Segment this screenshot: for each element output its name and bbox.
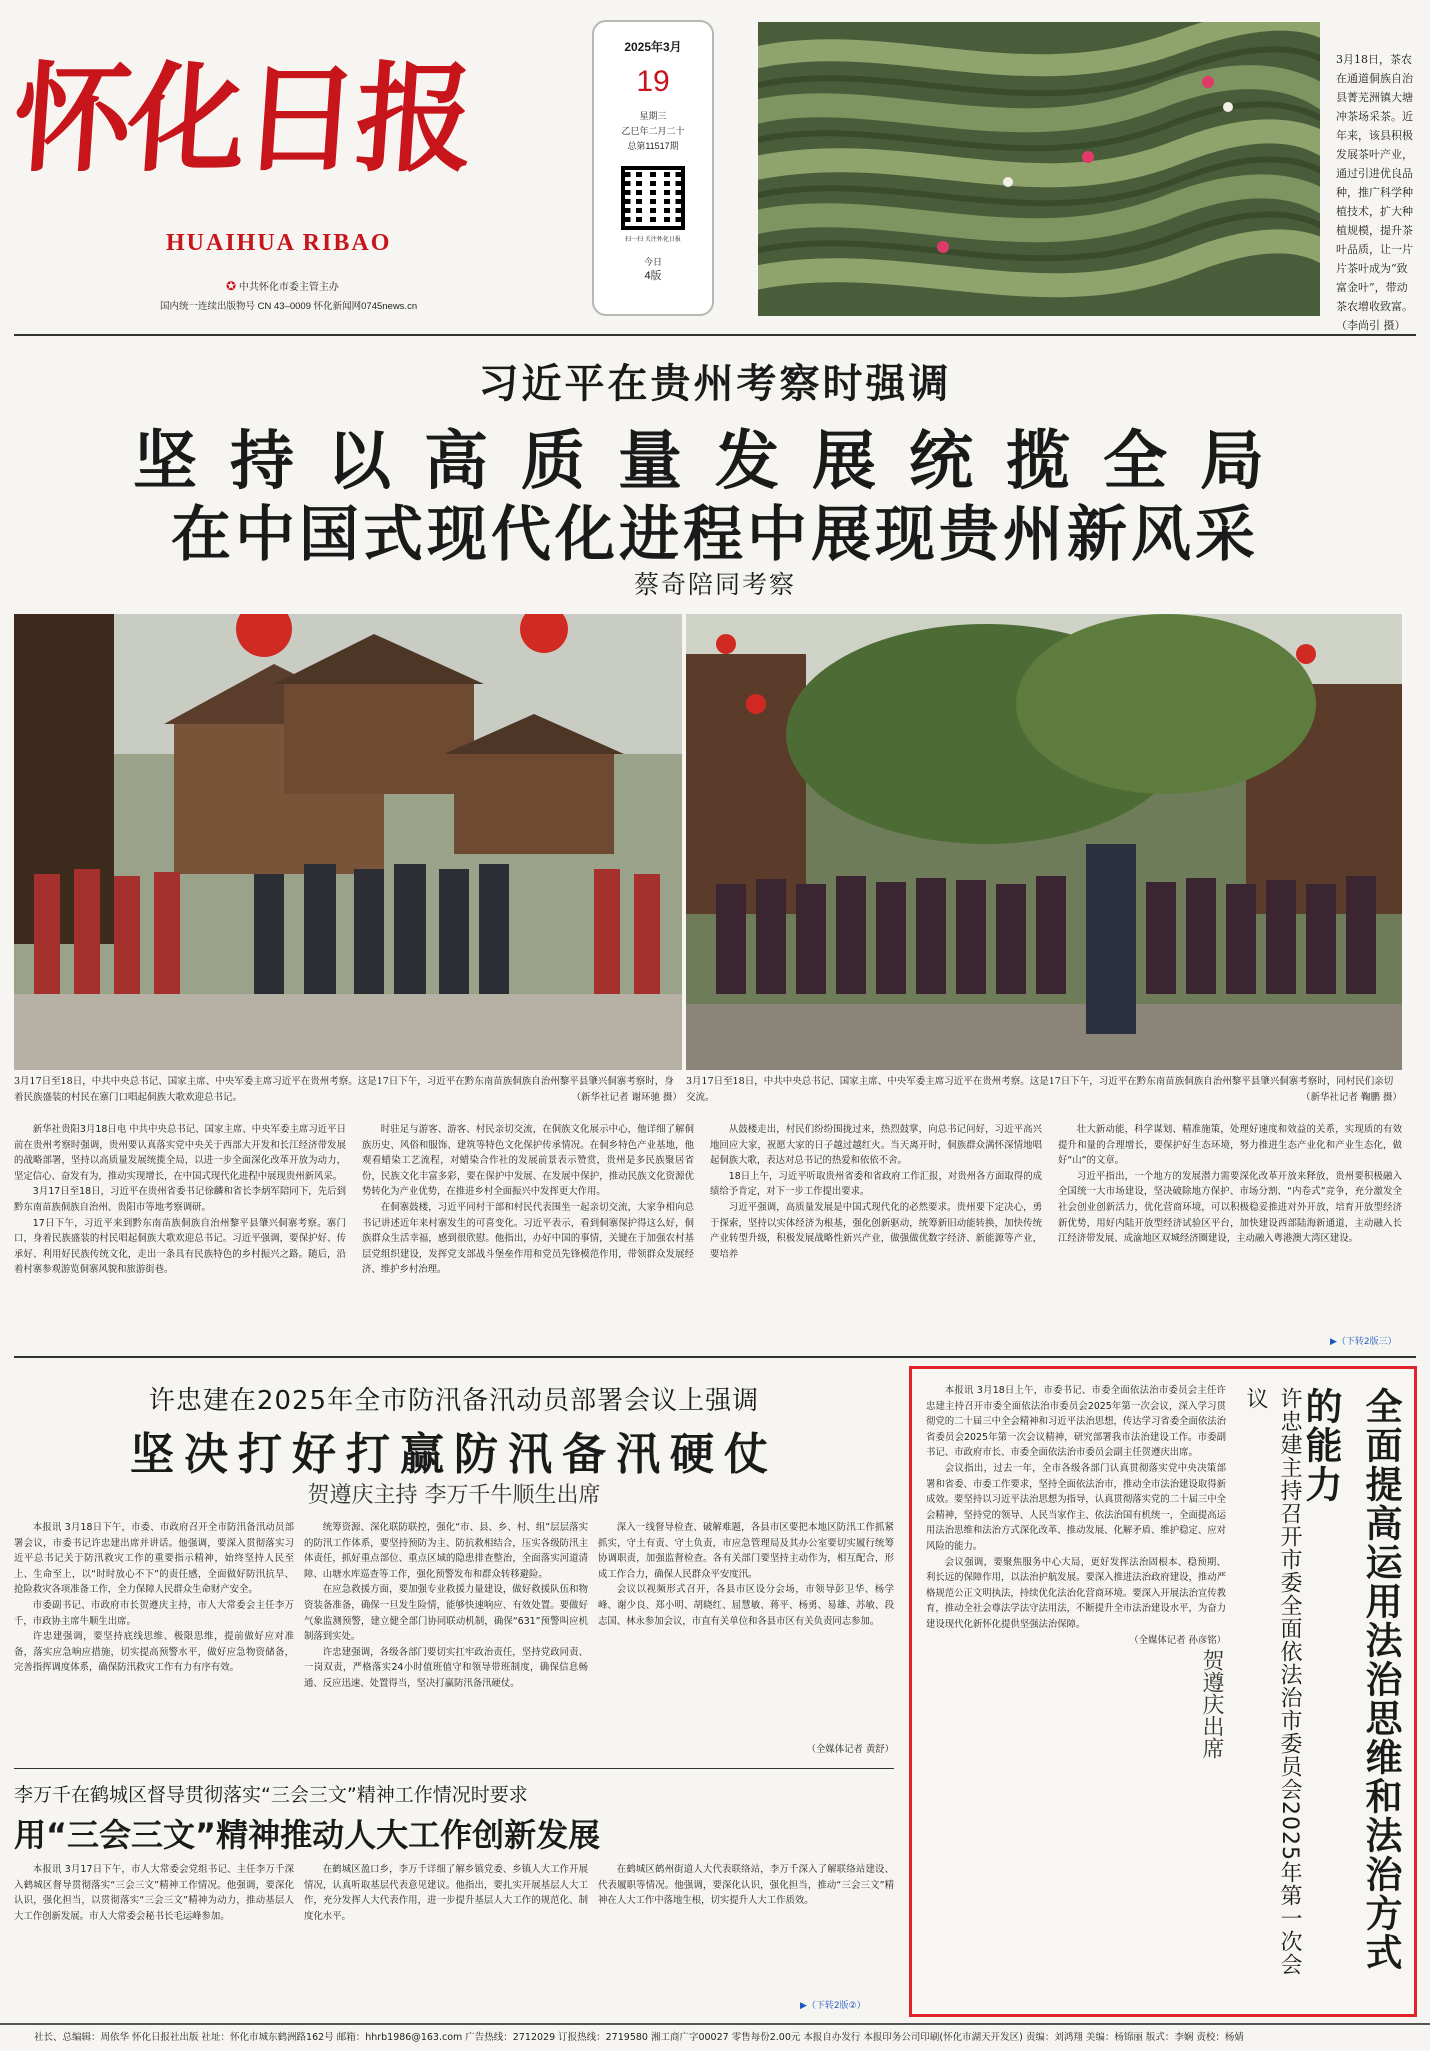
masthead-sponsor	[226, 278, 339, 293]
caption-left-text: 3月17日至18日，中共中央总书记、国家主席、中央军委主席习近平在贵州考察。这是17日下午，习近平在黔东南苗族侗族自治州黎平县肇兴侗寨考察时，身着民族盛装的村民在寨门口唱起侗族大歌欢迎总书记。	[14, 1076, 674, 1103]
lead-kicker: 习近平在贵州考察时强调	[478, 361, 952, 407]
lead-col2-p1: 时驻足与游客、游客、村民亲切交流，在侗族文化展示中心，他详细了解侗族历史、风俗和服饰、建筑等特色文化保护传承情况。在侗乡特色产业基地，他观看蜡染工艺流程，对蜡染合作社的发展前景表示赞赏，贵州是多民族聚居省份，民族文化丰富多彩，要在保护中发展、在发展中保护，推动民族文化资源优势转化为产业优势，在推进乡村全面振兴中发挥更大作用。	[362, 1124, 694, 1198]
lead-col4-p2: 习近平指出，一个地方的发展潜力需要深化改革开放来释放，贵州要积极融入全国统一大市场建设，坚决破除地方保护、市场分割、“内卷式”竞争，充分激发全社会创业创新活力，优化营商环境，可以积极稳妥推进对外开放，培育开放型经济新优势，用好内陆开放型经济试验区平台，加快建设西部陆海新通道，主动融入长江经济带发展、成渝地区双城经济圈建设，主动融入粤港澳大湾区建设。	[1058, 1170, 1402, 1245]
law-body-p2: 会议指出，过去一年，全市各级各部门认真贯彻落实党中央决策部署和省委、市委工作要求，坚持全面依法治市，推动全市法治建设取得新成效。要坚持以习近平法治思想为指导，认真贯彻落实党的二十届三中全会精神，坚持党的领导、人民当家作主、依法治国有机统一，全面提高运用法治思维和法治方式深化改革、推动发展、化解矛盾、维护稳定、应对风险的能力。	[926, 1462, 1226, 1552]
date-year-month: 2025年3月	[624, 40, 682, 54]
lead-column-2	[362, 1122, 694, 1348]
npc-headline: 用“三会三文”精神推动人大工作创新发展	[14, 1816, 601, 1854]
lead-column-4	[1058, 1122, 1402, 1332]
flood-col2-p2: 在应急救援方面，要加强专业救援力量建设，做好救援队伍和物资装备准备，确保一旦发生险情，能够快速响应、有效处置。要做好气象监测预警，建立健全部门协同联动机制，确保“631”预警叫应机制落到实处。	[304, 1584, 588, 1643]
flood-divider	[14, 1768, 894, 1769]
date-weekday: 星期三	[639, 111, 667, 121]
qr-caption: 扫一扫 关注怀化日报	[625, 237, 681, 243]
date-lunar: 乙巳年二月二十	[621, 126, 685, 136]
npc-column-2	[304, 1862, 588, 2012]
flood-column-2	[304, 1520, 588, 1756]
flood-column-3	[598, 1520, 894, 1742]
sponsor-text: 中共怀化市委主管主办	[238, 282, 339, 293]
lead-col1-p3: 17日下午，习近平来到黔东南苗族侗族自治州黎平县肇兴侗寨考察。寨门口，身着民族盛装的村民唱起侗族大歌欢迎总书记。习近平强调，要保护好、传承好、利用好民族传统文化，走出一条具有民族特色的乡村振兴之路。随后，沿着村寨参观游览侗寨风貌和旅游街巷。	[14, 1217, 346, 1276]
lead-continued-text: （下转2版三）	[1336, 1337, 1397, 1347]
npc-col1-p1: 本报讯 3月17日下午，市人大常委会党组书记、主任李万千深入鹤城区督导贯彻落实“三会三文”精神工作情况。他强调，要深化认识，强化担当，以贯彻落实“三会三文”精神为动力，推动基层人大工作创新发展。市人大常委会秘书长毛运峰参加。	[14, 1864, 294, 1922]
npc-col3-p1: 在鹤城区鹤州街道人大代表联络站，李万千深入了解联络站建设、代表履职等情况。他强调，要深化认识，强化担当，推动“三会三文”精神在人大工作中落地生根，切实提升人大工作质效。	[598, 1864, 894, 1907]
lead-col1-p1: 新华社贵阳3月18日电 中共中央总书记、国家主席、中央军委主席习近平日前在贵州考察时强调，贵州要认真落实党中央关于西部大开发和长江经济带发展的战略部署，坚持以高质量发展统揽全局，以进一步全面深化改革开放为动力，坚定信心、奋发有为，推动实现增长，在中国式现代化进程中展现贵州新风采。	[14, 1124, 346, 1182]
law-body-p3: 会议强调，要聚焦服务中心大局，更好发挥法治固根本、稳预期、利长远的保障作用，以法治护航发展。要深入推进法治政府建设，推动严格规范公正文明执法，持续优化法治化营商环境。要深入开展法治宣传教育，推动全社会尊法学法守法用法，不断提升全市法治建设水平，为奋力建设现代化新怀化提供坚强法治保障。	[926, 1556, 1226, 1630]
npc-column-1	[14, 1862, 294, 2012]
flood-column-1	[14, 1520, 294, 1756]
qr-code-icon[interactable]	[621, 166, 685, 230]
masthead-title: 怀化日报	[9, 49, 475, 188]
lead-column-3	[710, 1122, 1042, 1348]
date-box	[592, 20, 714, 316]
lead-col3-p3: 习近平强调，高质量发展是中国式现代化的必然要求。贵州要下定决心，勇于探索，坚持以实体经济为根基，强化创新驱动，统筹新旧动能转换，加快传统产业转型升级，积极发展战略性新兴产业，做强做优数字经济、新能源等产业，要培养	[710, 1201, 1042, 1260]
date-day: 19	[636, 65, 670, 98]
today-label: 今日	[643, 257, 662, 267]
npc-continued-text: （下转2版②）	[806, 2001, 866, 2011]
npc-kicker: 李万千在鹤城区督导贯彻落实“三会三文”精神工作情况时要求	[14, 1784, 528, 1806]
lead-photo-left	[14, 614, 682, 1070]
lead-col3-p2: 18日上午，习近平听取贵州省委和省政府工作汇报，对贵州各方面取得的成绩给予肯定，对下一步工作提出要求。	[710, 1170, 1042, 1198]
masthead-divider	[14, 334, 1416, 336]
flood-byline: 贺遵庆主持 李万千牛顺生出席	[307, 1483, 601, 1508]
lead-col1-p2: 3月17日至18日，习近平在贵州省委书记徐麟和省长李炳军陪同下，先后到黔东南苗族侗族自治州、贵阳市等地考察调研。	[14, 1186, 346, 1213]
flood-col2-p3: 许忠建强调，各级各部门要切实扛牢政治责任，坚持党政同责、一岗双责，严格落实24小时值班值守和领导带班制度，确保信息畅通、反应迅速、处置得当，坚决打赢防汛备汛硬仗。	[304, 1646, 588, 1689]
arrow-right-icon: ▶	[1330, 1337, 1337, 1347]
masthead-cn-code: 国内统一连续出版物号 CN 43–0009 怀化新闻网0745news.cn	[160, 301, 418, 312]
lead-subline: 蔡奇陪同考察	[633, 570, 796, 599]
party-emblem-icon: ✪	[226, 279, 237, 293]
flood-col2-p1: 统筹资源、深化联防联控，强化“市、县、乡、村、组”层层落实的防汛工作体系，要坚持预防为主、防抗救相结合，压实各级防汛主体责任，抓好重点部位、重点区域的隐患排查整治，全面落实河道清障、山塘水库巡查等工作，强化预警发布和群众转移避险。	[304, 1522, 588, 1580]
tea-photo-caption: 3月18日，茶农在通道侗族自治县菁芜洲镇大塘冲茶场采茶。近年来，该县积极发展茶叶产业，通过引进优良品种，推广科学种植技术，扩大种植规模，提升茶叶品质，让一片片茶叶成为“致富金叶”，带动茶农增收致富。（李尚引 摄）	[1336, 53, 1413, 332]
arrow-right-icon: ▶	[800, 2001, 807, 2011]
lead-photo-right-caption	[686, 1074, 1402, 1106]
npc-col2-p1: 在鹤城区盈口乡，李万千详细了解乡镇党委、乡镇人大工作开展情况，认真听取基层代表意见建议。他指出，要扎实开展基层人大工作，充分发挥人大代表作用，进一步提升基层人大工作的规范化、制度化水平。	[304, 1864, 588, 1922]
issue-number: 总第11517期	[627, 141, 679, 151]
law-body-p1: 本报讯 3月18日上午，市委书记、市委全面依法治市委员会主任许忠建主持召开市委全面依法治市委员会2025年第一次会议，深入学习贯彻党的二十届三中全会精神和习近平法治思想，传达学习省委全面依法治省委员会2025年第一次会议精神，研究部署我市法治建设工作。市委副书记、市政府市长、市委全面依法治市委员会副主任贺遵庆出席。	[926, 1385, 1226, 1459]
section-divider	[14, 1356, 1416, 1358]
lead-continued-link[interactable]	[1330, 1334, 1397, 1347]
lead-col4-p1: 壮大新动能，科学谋划、精准施策，处理好速度和效益的关系，实现质的有效提升和量的合理增长，要保护好生态环境，努力推进生态产业化和产业生态化，做好“山”的文章。	[1058, 1124, 1402, 1167]
law-credit: （全媒体记者 孙彦铭）	[1129, 1634, 1226, 1646]
lead-headline-1: 坚持以高质量发展统揽全局	[133, 425, 1297, 499]
npc-continued-link[interactable]	[800, 1998, 866, 2011]
flood-col3-p1: 深入一线督导检查、破解难题，各县市区要把本地区防汛工作抓紧抓实，守土有责、守土负责，市应急管理局及其办公室要切实履行统筹协调职责，加强监督检查。各有关部门要坚持主动作为，相互配合，形成工作合力，确保人民群众平安度汛。	[598, 1522, 894, 1580]
flood-col1-p1: 本报讯 3月18日下午，市委、市政府召开全市防汛备汛动员部署会议，市委书记许忠建出席并讲话。他强调，要深入贯彻落实习近平总书记关于防汛救灾工作的重要指示精神，始终坚持人民至上、生命至上，以“时时放心不下”的责任感，全面做好防汛抗旱、抢险救灾各项准备工作，全力保障人民群众生命财产安全。	[14, 1522, 294, 1596]
lead-headline-2: 在中国式现代化进程中展现贵州新风采	[171, 500, 1259, 570]
lead-photo-right	[686, 614, 1402, 1070]
law-kicker: 许忠建主持召开市委全面依法治市委员会2025年第一次会议	[1243, 1387, 1302, 1976]
npc-column-3	[598, 1862, 894, 1996]
lead-photo-left-caption	[14, 1074, 682, 1106]
flood-col1-p2: 市委副书记、市政府市长贺遵庆主持，市人大常委会主任李万千，市政协主席牛顺生出席。	[14, 1599, 294, 1627]
flood-kicker: 许忠建在2025年全市防汛备汛动员部署会议上强调	[148, 1386, 760, 1416]
law-body	[926, 1383, 1226, 2003]
caption-right-text: 3月17日至18日，中共中央总书记、国家主席、中央军委主席习近平在贵州考察。这是17日下午，习近平在黔东南苗族侗族自治州黎平县肇兴侗寨考察时，同村民们亲切交流。	[686, 1076, 1394, 1103]
lead-col2-p2: 在侗寨鼓楼，习近平同村干部和村民代表围坐一起亲切交流，大家争相向总书记讲述近年来村寨发生的可喜变化。习近平表示，看到侗寨保护得这么好，侗族群众生活幸福，感到很欣慰。他指出，办好中国的事情，关键在于加强农村基层党组织建设，发挥党支部战斗堡垒作用和党员先锋模范作用，带领群众发展经济、维护乡村治理。	[362, 1201, 694, 1276]
lead-column-1	[14, 1122, 346, 1348]
tea-plantation-photo	[758, 22, 1320, 316]
page-count: 4版	[644, 270, 662, 282]
lead-col3-p1: 从鼓楼走出，村民们纷纷围拢过来，热烈鼓掌，向总书记问好，习近平高兴地回应大家，祝愿大家的日子越过越红火。当天离开时，侗族群众满怀深情地唱起侗族大歌，表达对总书记的热爱和依依不舍。	[710, 1124, 1042, 1167]
flood-col1-p3: 许忠建强调，要坚持底线思维、极限思维，提前做好应对准备，落实应急响应措施，切实提高预警水平，做好应急物资储备，完善指挥调度体系，确保防汛救灾工作有力有序有效。	[14, 1631, 294, 1674]
law-headline: 全面提高运用法治思维和法治方式的能力	[1299, 1387, 1402, 1972]
caption-left-credit: （新华社记者 谢环驰 摄）	[571, 1092, 682, 1103]
law-byline: 贺遵庆出席	[1199, 1649, 1224, 1759]
flood-credit: （全媒体记者 黄舒）	[806, 1744, 894, 1755]
law-story-box	[909, 1366, 1417, 2017]
flood-headline: 坚决打好打赢防汛备汛硬仗	[130, 1429, 778, 1480]
masthead-pinyin: HUAIHUA RIBAO	[166, 230, 392, 256]
flood-col3-p2: 会议以视频形式召开，各县市区设分会场，市领导彭卫华、杨学峰、谢少良、郑小明、胡晓红、屈慧敏、蒋平、杨勇、易雄、苏敏、段志国、林永参加会议，市直有关单位和各县市区有关负责同志参加。	[598, 1584, 894, 1627]
caption-right-credit: （新华社记者 鞠鹏 摄）	[1300, 1092, 1402, 1103]
footer-info: 社长、总编辑：周依华 怀化日报社出版 社址：怀化市城东鹤洲路162号 邮箱：hhrb1986@163.com 广告热线：2712029 订报热线：2719580 湘工商广字00027 零售每份2.00元 本报自办发行 本报印务公司印刷(怀化市湖天开发区) 责编：刘鸿翔 美编：杨锦丽 版式：李娴 责校：杨婧	[0, 2023, 1430, 2051]
